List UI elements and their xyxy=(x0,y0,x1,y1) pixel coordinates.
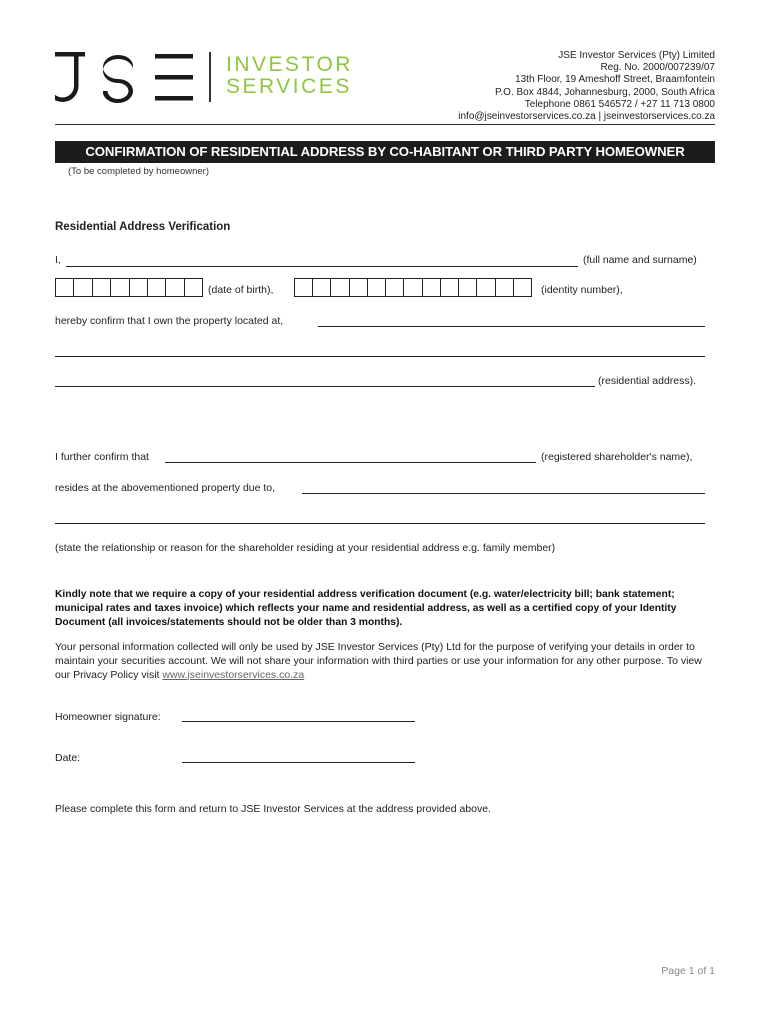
address-company: JSE Investor Services (Pty) Limited xyxy=(558,50,715,61)
jse-logo xyxy=(55,50,195,106)
resides-at-text: resides at the abovementioned property due to, xyxy=(55,482,276,494)
shareholder-name-field[interactable] xyxy=(165,462,536,463)
address-street: 13th Floor, 19 Ameshoff Street, Braamfontein xyxy=(515,74,715,86)
id-digit-box[interactable] xyxy=(514,279,531,296)
id-digit-box[interactable] xyxy=(350,279,368,296)
header-rule xyxy=(55,124,715,125)
id-digit-box[interactable] xyxy=(386,279,404,296)
logo-line-investor: INVESTOR xyxy=(226,53,353,76)
reason-field-1[interactable] xyxy=(302,493,705,494)
address-reg: Reg. No. 2000/007239/07 xyxy=(600,62,715,74)
dob-label: (date of birth), xyxy=(208,284,274,296)
i-prefix: I, xyxy=(55,254,61,266)
date-field[interactable] xyxy=(182,762,415,763)
closing-instruction: Please complete this form and return to JSE Investor Services at the address provided above. xyxy=(55,803,491,815)
logo-line-services: SERVICES xyxy=(226,75,352,98)
logo-divider xyxy=(209,52,211,102)
form-title: CONFIRMATION OF RESIDENTIAL ADDRESS BY CO-HABITANT OR THIRD PARTY HOMEOWNER xyxy=(55,141,715,163)
full-name-label: (full name and surname) xyxy=(583,254,697,266)
residential-address-label: (residential address). xyxy=(598,375,697,387)
date-of-birth-boxes[interactable] xyxy=(55,278,203,297)
homeowner-signature-label: Homeowner signature: xyxy=(55,711,161,723)
confirm-property-text: hereby confirm that I own the property located at, xyxy=(55,315,284,327)
id-digit-box[interactable] xyxy=(313,279,331,296)
document-requirement-notice: Kindly note that we require a copy of your residential address verification document (e.g. water/electricity bill; bank statement; municipal rates and taxes invoice) which reflects your name and residential address, as well as a certified copy of your Identity Document (all invoices/statements should not be older than 3 months). xyxy=(55,589,677,628)
address-telephone: Telephone 0861 546572 / +27 11 713 0800 xyxy=(524,98,715,110)
dob-digit-box[interactable] xyxy=(185,279,202,296)
full-name-field[interactable] xyxy=(66,266,578,267)
section-heading: Residential Address Verification xyxy=(55,221,231,233)
logo-text xyxy=(226,54,353,98)
dob-digit-box[interactable] xyxy=(93,279,111,296)
id-digit-box[interactable] xyxy=(441,279,459,296)
id-number-label: (identity number), xyxy=(541,284,623,296)
reason-field-2[interactable] xyxy=(55,523,705,524)
company-address xyxy=(458,50,715,123)
shareholder-name-label: (registered shareholder's name), xyxy=(541,451,693,463)
dob-digit-box[interactable] xyxy=(148,279,166,296)
date-label: Date: xyxy=(55,752,81,764)
property-address-field-3[interactable] xyxy=(55,386,595,387)
form-subtitle: (To be completed by homeowner) xyxy=(68,166,209,177)
id-digit-box[interactable] xyxy=(368,279,386,296)
property-address-field-1[interactable] xyxy=(318,326,705,327)
homeowner-signature-field[interactable] xyxy=(182,721,415,722)
id-digit-box[interactable] xyxy=(331,279,349,296)
address-email-web: info@jseinvestorservices.co.za | jseinvestorservices.co.za xyxy=(458,111,715,123)
id-digit-box[interactable] xyxy=(404,279,422,296)
relationship-note: (state the relationship or reason for the shareholder residing at your residential address e.g. family member) xyxy=(55,542,556,554)
privacy-paragraph xyxy=(55,641,717,682)
address-po-box: P.O. Box 4844, Johannesburg, 2000, South Africa xyxy=(495,86,715,98)
privacy-policy-link[interactable]: www.jseinvestorservices.co.za xyxy=(162,668,305,681)
dob-digit-box[interactable] xyxy=(130,279,148,296)
property-address-field-2[interactable] xyxy=(55,356,705,357)
id-digit-box[interactable] xyxy=(423,279,441,296)
id-digit-box[interactable] xyxy=(477,279,495,296)
id-digit-box[interactable] xyxy=(459,279,477,296)
page-number: Page 1 of 1 xyxy=(661,965,715,977)
dob-digit-box[interactable] xyxy=(74,279,92,296)
privacy-text: Your personal information collected will only be used by JSE Investor Services (Pty) Ltd for the purpose of verifying your details in order to maintain your securities account. We will not share your information with third parties or use your information for any other purpose. To view our Privacy Policy visit xyxy=(55,641,702,681)
id-digit-box[interactable] xyxy=(496,279,514,296)
further-confirm-text: I further confirm that xyxy=(55,451,149,463)
identity-number-boxes[interactable] xyxy=(294,278,532,297)
dob-digit-box[interactable] xyxy=(56,279,74,296)
id-digit-box[interactable] xyxy=(295,279,313,296)
dob-digit-box[interactable] xyxy=(111,279,129,296)
dob-digit-box[interactable] xyxy=(166,279,184,296)
